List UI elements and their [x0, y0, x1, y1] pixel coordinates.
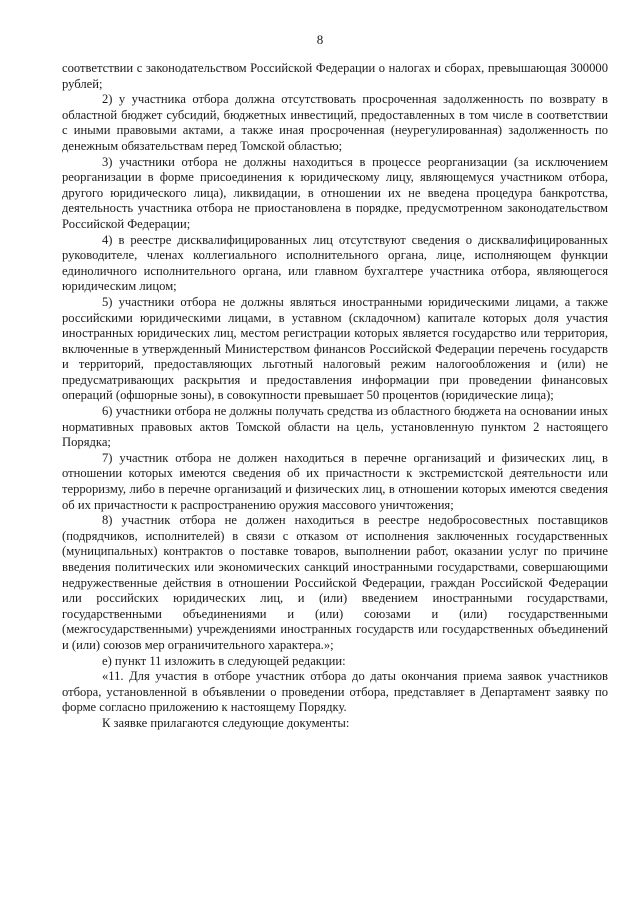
paragraph-item-6: 6) участники отбора не должны получать средства из областного бюджета на основании иных нормативных правовых актов Томской области на цель, установленную пунктом 2 настоящего Порядка;	[62, 404, 608, 450]
paragraph-item-8: 8) участник отбора не должен находиться в реестре недобросовестных поставщиков (подрядчиков, исполнителей) в связи с отказом от исполнения заключенных государственных (муниципальных) контрактов о поставке товаров, выполнении работ, оказании услуг по причине введения политических или экономических санкций иностранными государствами, совершающими недружественные действия в отношении Российской Федерации, граждан Российской Федерации или российских юридических лиц, и (или) введением иностранными государствами, государственными объединениями и (или) союзами и (или) государственными (межгосударственными) учреждениями иностранных государств или государственных объединений и (или) союзов мер ограничительного характера.»;	[62, 513, 608, 652]
paragraph-item-7: 7) участник отбора не должен находиться в перечне организаций и физических лиц, в отношении которых имеются сведения об их причастности к экстремистской деятельности или терроризму, либо в перечне организаций и физических лиц, в отношении которых имеются сведения об их причастности к распространению оружия массового уничтожения;	[62, 450, 608, 512]
paragraph-item-3: 3) участники отбора не должны находиться в процессе реорганизации (за исключением реорганизации в форме присоединения к юридическому лицу, являющемуся участником отбора, другого юридического лица), ликвидации, в отношении их не введена процедура банкротства, деятельность участника отбора не приостановлена в порядке, предусмотренном законодательством Российской Федерации;	[62, 154, 608, 231]
document-body	[62, 61, 608, 732]
paragraph-item-4: 4) в реестре дисквалифицированных лиц отсутствуют сведения о дисквалифицированных руководителе, членах коллегиального исполнительного органа, лице, исполняющем функции единоличного исполнительного органа, или главном бухгалтере участника отбора, являющегося юридическим лицом;	[62, 232, 608, 294]
paragraph-item-5: 5) участники отбора не должны являться иностранными юридическими лицами, а также российскими юридическими лицами, в уставном (складочном) капитале которых доля участия иностранных юридических лиц, местом регистрации которых является государство или территория, включенные в утвержденный Министерством финансов Российской Федерации перечень государств и территорий, предоставляющих льготный налоговый режим налогообложения и (или) не предусматривающих раскрытия и предоставления информации при проведении финансовых операций (офшорные зоны), в совокупности превышает 50 процентов (юридические лица);	[62, 294, 608, 403]
paragraph-attachments: К заявке прилагаются следующие документы:	[102, 715, 350, 730]
paragraph-item-2: 2) у участника отбора должна отсутствовать просроченная задолженность по возврату в областной бюджет субсидий, бюджетных инвестиций, предоставленных в том числе в соответствии с иными правовыми актами, а также иная просроченная (неурегулированная) задолженность по денежным обязательствам перед Томской областью;	[62, 92, 608, 153]
paragraph-amendment-e: е) пункт 11 изложить в следующей редакции:	[102, 653, 346, 668]
paragraph-continuation: соответствии с законодательством Российской Федерации о налогах и сборах, превышающая 300000 рублей;	[62, 61, 608, 91]
page-number: 8	[316, 32, 324, 47]
paragraph-point-11: «11. Для участия в отборе участник отбора до даты окончания приема заявок участников отбора, установленной в объявлении о проведении отбора, представляет в Департамент заявку по форме согласно приложению к настоящему Порядку.	[62, 669, 608, 715]
